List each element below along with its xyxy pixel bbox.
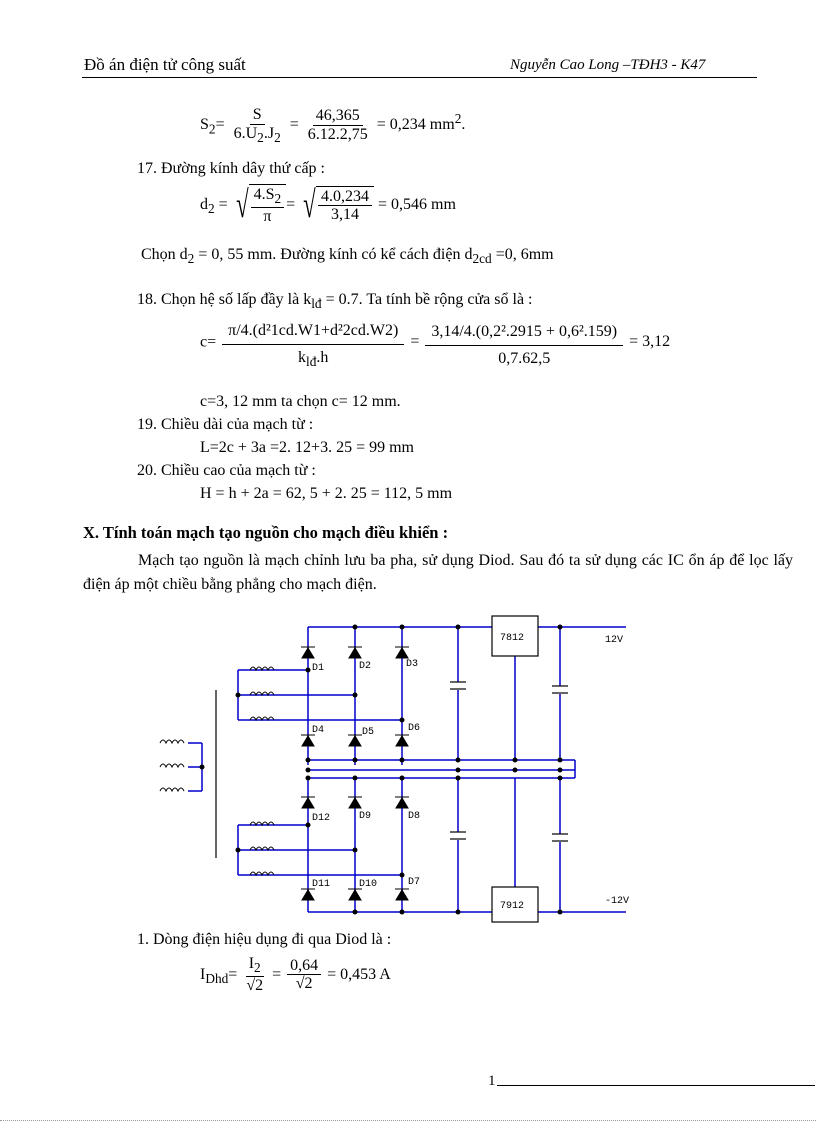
diode-label: D5 <box>362 727 375 738</box>
header-title: Đồ án điện tử công suất <box>84 55 246 74</box>
item18-title: 18. Chọn hệ số lấp đầy là $k_{lđ} = 0.7$. Ta tính bề rộng cửa sổ là : <box>137 291 533 312</box>
diode-label: D6 <box>408 723 421 734</box>
regulator-7812-label: 7812 <box>500 633 525 644</box>
equation-c: c= $\frac{\text{π/4.(d²1cd.W1+d²2cd.W2)}}{k_{lđ}.h}$ = $\frac{\text{3,14/4.(0,2².2915 + 0,6².159)}}{0,7.62,5}$ = 3,12 <box>200 316 670 369</box>
section-heading: X. Tính toán mạch tạo nguồn cho mạch điều khiển : <box>83 523 449 542</box>
item17-title: 17. Đường kính dây thứ cấp : <box>137 160 325 177</box>
header-rule <box>82 77 757 78</box>
section-paragraph: Mạch tạo nguồn là mạch chỉnh lưu ba pha, sử dụng Diod. Sau đó ta sử dụng các IC ổn áp để lọc lấy điện áp một chiều bằng phẳng cho mạch điện. <box>83 552 793 593</box>
item19-formula: L=2c + 3a =2. 12+3. 25 = 99 mm <box>200 439 414 456</box>
diode-label: D9 <box>359 811 372 822</box>
item20-title: 20. Chiều cao của mạch từ : <box>137 462 316 479</box>
diode-label: D1 <box>312 663 325 674</box>
item1-title: 1. Dòng điện hiệu dụng đi qua Diod là : <box>137 931 392 948</box>
diode-label: D3 <box>406 659 419 670</box>
diode-label: D11 <box>312 879 331 890</box>
item18-conclusion: c=3, 12 mm ta chọn c= 12 mm. <box>200 393 401 410</box>
equation-idhd: $I_{Dhd}=$ $\frac{I_2}{√2}$ = $\frac{0,64}{√2}$ = 0,453 A <box>200 955 391 994</box>
footer-rule <box>497 1085 815 1086</box>
item20-formula: H = h + 2a = 62, 5 + 2. 25 = 112, 5 mm <box>200 485 453 502</box>
transformer-windings <box>160 667 274 875</box>
power-supply-circuit <box>150 610 650 930</box>
diode-label: D7 <box>408 877 421 888</box>
diode-label: D4 <box>312 725 325 736</box>
output-negative-label: -12V <box>605 896 630 907</box>
output-positive-label: 12V <box>605 635 624 646</box>
page-number: 1 <box>488 1073 496 1089</box>
header-author: Nguyễn Cao Long –TĐH3 - K47 <box>510 57 706 73</box>
diode-label: D2 <box>359 661 372 672</box>
page-bottom-border <box>0 1120 816 1121</box>
equation-s2: $S_2=$ $\frac{S}{6.U_2.J_2}$ = $\frac{46,365}{6.12.2,75}$ = 0,234 $mm^2$. <box>200 106 466 145</box>
equation-d2: $d_2$ = √ $\frac{4.S_2}{\pi}$ = √ $\frac{4.0,234}{3,14}$ = 0,546 mm <box>200 184 456 227</box>
diode-label: D10 <box>359 879 378 890</box>
item17-choose: Chọn $d_2 = 0$, 55 mm. Đường kính có kể cách điện $d_{2cd} =0$, 6mm <box>141 246 554 267</box>
regulator-7912-label: 7912 <box>500 901 525 912</box>
diode-label: D8 <box>408 811 421 822</box>
capacitors <box>450 682 568 841</box>
item19-title: 19. Chiều dài của mạch từ : <box>137 416 314 433</box>
diode-label: D12 <box>312 813 331 824</box>
